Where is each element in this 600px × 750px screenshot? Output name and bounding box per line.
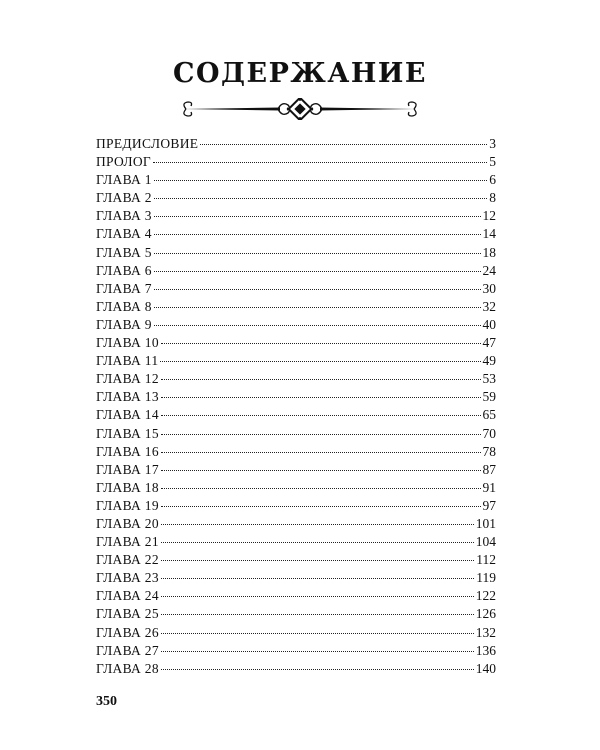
- toc-entry-page: 8: [489, 190, 496, 206]
- dot-leader: [161, 669, 474, 670]
- toc-entry-label: ГЛАВА 22: [96, 552, 159, 568]
- toc-entry-label: ГЛАВА 1: [96, 172, 152, 188]
- dot-leader: [161, 614, 474, 615]
- toc-entry-page: 87: [482, 461, 496, 477]
- toc-entry-page: 49: [482, 353, 496, 369]
- toc-entry-label: ГЛАВА 18: [96, 479, 159, 495]
- toc-entry: [96, 388, 496, 406]
- toc-entry-page: 122: [475, 588, 496, 604]
- dot-leader: [154, 253, 481, 254]
- toc-entry-label: ГЛАВА 27: [96, 642, 159, 658]
- dot-leader: [154, 289, 481, 290]
- dot-leader: [161, 415, 481, 416]
- toc-entry-label: ГЛАВА 2: [96, 190, 152, 206]
- toc-entry: [96, 624, 496, 642]
- toc-entry: [96, 225, 496, 243]
- toc-entry-page: 30: [482, 280, 496, 296]
- toc-entry-label: ГЛАВА 7: [96, 280, 152, 296]
- toc-entry-page: 6: [489, 172, 496, 188]
- toc-entry-label: ГЛАВА 3: [96, 208, 152, 224]
- toc-entry-page: 3: [489, 136, 496, 151]
- toc-entry: [96, 587, 496, 605]
- toc-entry-page: 97: [482, 497, 496, 513]
- toc-entry-page: 40: [482, 316, 496, 332]
- toc-entry-page: 136: [475, 642, 496, 658]
- dot-leader: [161, 506, 481, 507]
- toc-entry: [96, 189, 496, 207]
- dot-leader: [153, 162, 487, 163]
- page-number: 350: [96, 694, 117, 709]
- toc-entry-label: ГЛАВА 10: [96, 335, 159, 351]
- toc-entry-label: ГЛАВА 15: [96, 425, 159, 441]
- dot-leader: [154, 216, 481, 217]
- toc-entry: [96, 280, 496, 298]
- dot-leader: [161, 578, 474, 579]
- toc-entry-page: 104: [475, 534, 496, 550]
- toc-entry: [96, 262, 496, 280]
- dot-leader: [161, 596, 474, 597]
- toc-entry-page: 18: [482, 244, 496, 260]
- toc-entry-page: 14: [482, 226, 496, 242]
- toc-entry-page: 5: [489, 154, 496, 170]
- dot-leader: [161, 434, 481, 435]
- dot-leader: [161, 633, 474, 634]
- toc-entry-page: 126: [475, 606, 496, 622]
- toc-entry-page: 91: [482, 479, 496, 495]
- dot-leader: [161, 524, 474, 525]
- toc-entry-page: 32: [482, 298, 496, 314]
- toc-entry: [96, 316, 496, 334]
- dot-leader: [161, 542, 474, 543]
- toc-entry: [96, 244, 496, 262]
- toc-entry-label: ГЛАВА 16: [96, 443, 159, 459]
- toc-entry-page: 112: [476, 552, 496, 568]
- toc-entry: [96, 443, 496, 461]
- dot-leader: [161, 343, 481, 344]
- toc-entry-label: ГЛАВА 17: [96, 461, 159, 477]
- toc-entry: [96, 352, 496, 370]
- toc-entry-page: 53: [482, 371, 496, 387]
- toc-entry: [96, 171, 496, 189]
- toc-entry: [96, 153, 496, 171]
- toc-entry-page: 101: [475, 515, 496, 531]
- toc-entry-page: 70: [482, 425, 496, 441]
- toc-entry: [96, 605, 496, 623]
- toc-entry: [96, 551, 496, 569]
- toc-entry-label: ГЛАВА 12: [96, 371, 159, 387]
- toc-entry: [96, 660, 496, 678]
- toc-entry-label: ГЛАВА 6: [96, 262, 152, 278]
- toc-entry-label: ГЛАВА 9: [96, 316, 152, 332]
- toc-entry-page: 12: [482, 208, 496, 224]
- toc-entry-label: ГЛАВА 5: [96, 244, 152, 260]
- dot-leader: [160, 361, 480, 362]
- toc-entry-label: ГЛАВА 20: [96, 515, 159, 531]
- toc-entry-page: 78: [482, 443, 496, 459]
- toc-entry-label: ГЛАВА 25: [96, 606, 159, 622]
- toc-entry: [96, 461, 496, 479]
- toc-entry-page: 47: [482, 335, 496, 351]
- toc-entry-label: ГЛАВА 26: [96, 624, 159, 640]
- toc-entry-page: 119: [476, 570, 496, 586]
- toc-entry-label: ГЛАВА 13: [96, 389, 159, 405]
- toc-entry-page: 65: [482, 407, 496, 423]
- toc-entry-label: ГЛАВА 11: [96, 353, 159, 369]
- toc-entry-page: 59: [482, 389, 496, 405]
- dot-leader: [161, 560, 474, 561]
- table-of-contents: [96, 135, 496, 678]
- dot-leader: [161, 488, 481, 489]
- dot-leader: [154, 180, 487, 181]
- dot-leader: [161, 470, 481, 471]
- toc-entry: [96, 425, 496, 443]
- toc-entry-page: 132: [475, 624, 496, 640]
- toc-entry-label: ГЛАВА 24: [96, 588, 159, 604]
- toc-entry: [96, 298, 496, 316]
- toc-entry: [96, 370, 496, 388]
- dot-leader: [161, 452, 481, 453]
- dot-leader: [161, 397, 481, 398]
- dot-leader: [161, 651, 474, 652]
- toc-entry-label: ГЛАВА 28: [96, 660, 159, 676]
- decorative-rule-ornament-icon: [180, 98, 420, 120]
- dot-leader: [154, 307, 481, 308]
- dot-leader: [154, 234, 481, 235]
- toc-entry-label: ГЛАВА 21: [96, 534, 159, 550]
- toc-entry: [96, 569, 496, 587]
- toc-entry-label: ПРОЛОГ: [96, 154, 152, 170]
- toc-entry-label: ГЛАВА 14: [96, 407, 159, 423]
- toc-entry-label: ПРЕДИСЛОВИЕ: [96, 136, 199, 151]
- dot-leader: [154, 198, 487, 199]
- toc-entry: [96, 334, 496, 352]
- page-title: СОДЕРЖАНИЕ: [173, 58, 427, 89]
- dot-leader: [161, 379, 481, 380]
- toc-entry-label: ГЛАВА 4: [96, 226, 152, 242]
- toc-entry-label: ГЛАВА 8: [96, 298, 152, 314]
- toc-entry: [96, 207, 496, 225]
- toc-entry-label: ГЛАВА 23: [96, 570, 159, 586]
- toc-entry: [96, 135, 496, 153]
- dot-leader: [154, 271, 481, 272]
- dot-leader: [200, 144, 487, 145]
- toc-entry: [96, 406, 496, 424]
- toc-entry-label: ГЛАВА 19: [96, 497, 159, 513]
- dot-leader: [154, 325, 481, 326]
- toc-entry: [96, 515, 496, 533]
- toc-entry-page: 140: [475, 660, 496, 676]
- toc-entry: [96, 533, 496, 551]
- toc-entry-page: 24: [482, 262, 496, 278]
- toc-entry: [96, 642, 496, 660]
- toc-entry: [96, 479, 496, 497]
- toc-entry: [96, 497, 496, 515]
